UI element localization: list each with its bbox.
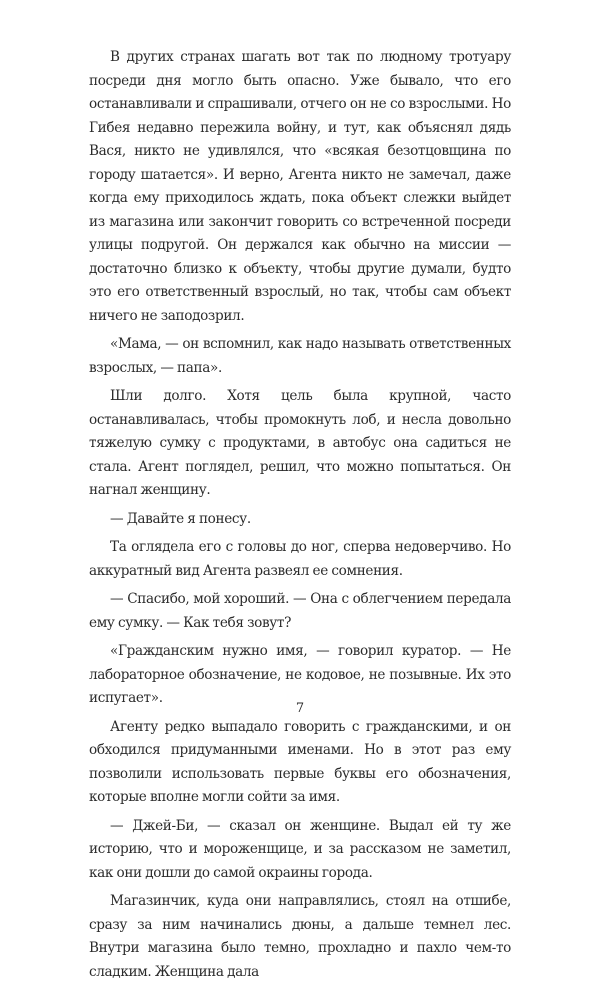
page-number: 7 bbox=[295, 701, 305, 716]
paragraph: «Гражданским нужно имя, — говорил куратор. — Не лабораторное обозначение, не кодовое, не позывные. Их это испугает». bbox=[89, 643, 511, 706]
paragraph: — Джей-Би, — сказал он женщине. Выдал ей ту же историю, что и мороженщице, и за рассказом не заметил, как они дошли до самой окраины города. bbox=[89, 817, 511, 881]
body-text bbox=[89, 46, 511, 984]
paragraph: — Спасибо, мой хороший. — Она с облегчением передала ему сумку. — Как тебя зовут? bbox=[89, 591, 511, 631]
paragraph: Агенту редко выпадало говорить с гражданскими, и он обходился придуманными именами. Но в этот раз ему позволили использовать первые буквы его обозначения, которые вполне могли сойти за имя. bbox=[89, 718, 511, 805]
paragraph: «Мама, — он вспомнил, как надо называть ответственных взрослых, — папа». bbox=[89, 336, 511, 376]
paragraph: — Давайте я понесу. bbox=[110, 510, 251, 527]
paragraph: Та оглядела его с головы до ног, сперва недоверчиво. Но аккуратный вид Агента развеял ее сомнения. bbox=[89, 539, 511, 579]
paragraph: В других странах шагать вот так по людному тротуару посреди дня могло быть опасно. Уже бывало, что его останавливали и спрашивали, отчего он не со взрослыми. Но Гибея недавно пережила войну, и тут, как объяснял дядь Вася, никто не удивлялся, что «всякая безотцовщина по городу шатается». И верно, Агента никто не замечал, даже когда ему приходилось ждать, пока объект слежки выйдет из магазина или закончит говорить со встреченной посреди улицы подругой. Он держался как обычно на миссии — достаточно близко к объекту, чтобы другие думали, будто это его ответственный взрослый, но так, чтобы сам объект ничего не заподозрил. bbox=[89, 49, 511, 324]
paragraph: Магазинчик, куда они направлялись, стоял на отшибе, сразу за ним начинались дюны, а дальше темнел лес. Внутри магазина было темно, прохладно и пахло чем-то сладким. Женщина дала bbox=[89, 893, 511, 980]
paragraph: Шли долго. Хотя цель была крупной, часто останавливалась, чтобы промокнуть лоб, и несла довольно тяжелую сумку с продуктами, в автобус она садиться не стала. Агент поглядел, решил, что можно попытаться. Он нагнал женщину. bbox=[89, 388, 511, 498]
